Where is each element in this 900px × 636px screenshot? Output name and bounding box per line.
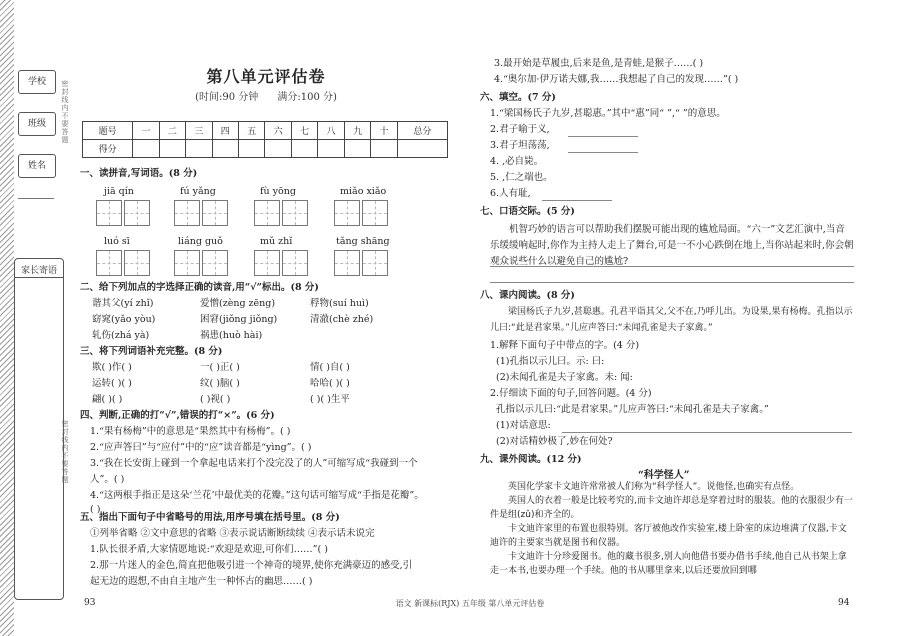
- score-input-cell[interactable]: [344, 140, 370, 158]
- score-cell: 一: [133, 122, 159, 140]
- exam-time: (时间:90 分钟: [195, 92, 259, 103]
- s6-blank[interactable]: [568, 152, 638, 153]
- story-title: “科学怪人”: [638, 470, 690, 481]
- pinyin-2: fú yǎng: [180, 186, 216, 197]
- answer-line[interactable]: [490, 282, 854, 283]
- section2-title: 二、给下列加点的字选择正确的读音,用“√”标出。(8 分): [80, 282, 319, 293]
- s4-item[interactable]: 2.“应声答曰”与“应付”中的“应”读音都是“yìng”。( ): [90, 442, 312, 453]
- s3-item[interactable]: 欺( )作( ): [92, 362, 132, 373]
- score-cell: 总分: [397, 122, 447, 140]
- score-input-cell[interactable]: [133, 140, 159, 158]
- s2-item[interactable]: 轧伤(zhá yà): [92, 330, 150, 341]
- s2-item[interactable]: 谐其父(yí zhǐ): [92, 298, 154, 309]
- char-grid-7[interactable]: [254, 250, 310, 276]
- pinyin-5: luó sī: [104, 236, 130, 247]
- story-paragraph: 卡文迪许十分珍爱图书。他的藏书很多,别人向他借书要办借书手续,他自己从书架上拿走一本书,也要办理一个手续。他的书从哪里拿来,以后还要放回到哪: [490, 552, 847, 576]
- s4-item-cont[interactable]: 人”。( ): [90, 474, 125, 485]
- binding-hatch: [0, 0, 14, 636]
- score-input-cell[interactable]: [397, 140, 447, 158]
- s2-item[interactable]: 窈窕(yǎo yòu): [92, 314, 156, 325]
- s3-item[interactable]: 纹( )脑( ): [200, 378, 240, 389]
- s6-blank[interactable]: [542, 200, 612, 201]
- section6-title: 六、填空。(7 分): [480, 92, 556, 103]
- s8-q2a[interactable]: (1)对话意思:: [496, 420, 551, 431]
- section3-title: 三、将下列词语补充完整。(8 分): [80, 346, 223, 357]
- seal-text-top: 密封线内不要答题: [61, 80, 69, 144]
- score-table-header-row: [83, 122, 448, 140]
- score-cell: 八: [318, 122, 344, 140]
- score-input-cell[interactable]: [318, 140, 344, 158]
- s6-item[interactable]: 5. ,仁之端也。: [490, 172, 553, 183]
- binding-sidebar: [0, 0, 70, 636]
- pinyin-7: mǔ zhǐ: [260, 236, 293, 247]
- story-paragraph: 英国人的衣着一般是比较考究的,而卡文迪许却总是穿着过时的服装。他的衣服很少有一件是组(zǔ)和齐全的。: [490, 496, 853, 520]
- s8-q2-text: 孔指以示儿曰:“此是君家果。”儿应声答曰:“未闻孔雀是夫子家禽。”: [496, 404, 769, 415]
- s6-item[interactable]: 2.君子喻于义,: [490, 124, 550, 135]
- story-paragraph: 卡文迪许家里的布置也很特别。客厅被他改作实验室,楼上卧室的床边堆满了仪器,卡文迪许的主要家当就是图书和仪器。: [490, 524, 847, 548]
- s2-item[interactable]: 困窘(jiǒng jiǒng): [200, 314, 278, 325]
- s6-item[interactable]: 3.君子坦荡荡,: [490, 140, 550, 151]
- s5-item[interactable]: 2.那一片迷人的金色,简直把他吸引进一个神奇的境界,使你充满豪迈的感受,引: [90, 560, 413, 571]
- s5-item-4[interactable]: 4.“奥尔加·伊万诺夫娜,我……我想起了自己的发现……”( ): [494, 74, 739, 85]
- story-paragraph: 英国化学家卡文迪许常常被人们称为“科学怪人”。说他怪,也确实有点怪。: [508, 482, 800, 492]
- score-cell: 三: [186, 122, 212, 140]
- seal-text-bottom: 密封线内不要答题: [61, 420, 69, 484]
- s3-item[interactable]: ( )( )生平: [310, 394, 350, 405]
- s5-item-cont[interactable]: 起无边的遐想,不由自主地产生一种怀古的幽思……( ): [90, 576, 313, 587]
- s3-item[interactable]: 情( )自( ): [310, 362, 350, 373]
- s3-item[interactable]: 翩( )( ): [92, 394, 123, 405]
- score-cell: 二: [159, 122, 185, 140]
- score-input-cell[interactable]: [371, 140, 397, 158]
- answer-line[interactable]: [490, 266, 854, 267]
- parent-comment-label: 家长寄语: [15, 259, 63, 278]
- section1-title: 一、读拼音,写词语。(8 分): [80, 168, 198, 179]
- s8-q2b[interactable]: (2)对话精妙极了,妙在何处?: [496, 436, 613, 447]
- s8-q1b[interactable]: (2)未闻孔雀是夫子家禽。未: 闻:: [496, 372, 633, 383]
- s3-item[interactable]: 一( )正( ): [200, 362, 240, 373]
- score-table: [82, 121, 448, 158]
- score-input-cell[interactable]: [239, 140, 265, 158]
- char-grid-4[interactable]: [334, 200, 390, 226]
- page-number-right: 94: [838, 598, 850, 608]
- char-grid-8[interactable]: [334, 250, 390, 276]
- s4-item[interactable]: 3.“我在长安街上碰到一个拿起电话来打个没完没了的人”可缩写成“我碰到一个: [90, 458, 418, 469]
- exam-score: 满分:100 分): [277, 92, 337, 103]
- score-input-cell[interactable]: [265, 140, 291, 158]
- s2-item[interactable]: 清澈(chè zhé): [310, 314, 374, 325]
- section8-title: 八、课内阅读。(8 分): [480, 290, 575, 301]
- name-field[interactable]: [18, 180, 54, 199]
- s5-item-3[interactable]: 3.最开始是草履虫,后来是鱼,是青蛙,是猴子……( ): [494, 58, 704, 69]
- char-grid-1[interactable]: [96, 200, 152, 226]
- s8-q1: 1.解释下面句子中带点的字。(4 分): [490, 340, 640, 351]
- char-grid-3[interactable]: [254, 200, 310, 226]
- s5-options: ①列举省略 ②文中意思的省略 ③表示说话断断续续 ④表示话未说完: [90, 528, 375, 539]
- answer-line[interactable]: [562, 432, 852, 433]
- s4-item[interactable]: 4.“这两根手指正是这朵‘兰花’中最优美的花瓣。”这句话可缩写成“手指是花瓣”。: [90, 490, 424, 501]
- section4-title: 四、判断,正确的打“√”,错误的打“×”。(6 分): [80, 410, 275, 421]
- s8-passage: 梁国杨氏子九岁,甚聪惠。孔君平诣其父,父不在,乃呼儿出。为设果,果有杨梅。孔指以示儿曰:“此是君家果。”儿应声答曰:“未闻孔雀是夫子家禽。”: [490, 307, 853, 333]
- s4-item[interactable]: 1.“果有杨梅”中的意思是“果然其中有杨梅”。( ): [90, 426, 291, 437]
- char-grid-2[interactable]: [174, 200, 230, 226]
- pinyin-4: miǎo xiǎo: [340, 186, 387, 197]
- score-cell: 十: [371, 122, 397, 140]
- s8-q2: 2.仔细读下面的句子,回答问题。(4 分): [490, 388, 652, 399]
- pinyin-3: fù yōng: [260, 186, 296, 197]
- s6-item[interactable]: 6.人有耻,: [490, 188, 531, 199]
- s3-item[interactable]: 运转( )( ): [92, 378, 132, 389]
- exam-info: [78, 88, 454, 103]
- s2-item[interactable]: 稃物(suí huì): [310, 298, 369, 309]
- parent-comment-box[interactable]: [14, 258, 64, 600]
- char-grid-6[interactable]: [174, 250, 230, 276]
- pinyin-6: liáng guǒ: [178, 236, 223, 247]
- char-grid-5[interactable]: [96, 250, 152, 276]
- s7-prompt: 机智巧妙的语言可以帮助我们摆脱可能出现的尴尬局面。“六一”文艺汇演中,当音乐缓缓响起时,你作为主持人走上了舞台,可是一不小心跌倒在地上,当你站起来时,你会朝观众说些什么以避免自己的尴尬?: [490, 224, 854, 267]
- s6-item[interactable]: 1.“梁国杨氏子九岁,甚聪惠。”其中“惠”同“ ”,“ ”的意思。: [490, 108, 726, 119]
- s4-item-cont[interactable]: ( ): [90, 504, 101, 515]
- s6-item[interactable]: 4. ,必自毙。: [490, 156, 544, 167]
- score-row-label: 得分: [83, 140, 133, 158]
- section7-title: 七、口语交际。(5 分): [480, 206, 575, 217]
- score-cell: 九: [344, 122, 370, 140]
- score-input-cell[interactable]: [212, 140, 238, 158]
- s2-item[interactable]: 祸患(huò hài): [200, 330, 263, 341]
- s2-item[interactable]: 爱憎(zèng zēng): [200, 298, 276, 309]
- s3-item[interactable]: ( )视( ): [200, 394, 231, 405]
- s3-item[interactable]: 哈哈( )( ): [310, 378, 350, 389]
- section9-title: 九、课外阅读。(12 分): [480, 454, 582, 465]
- score-input-cell[interactable]: [159, 140, 185, 158]
- score-table-score-row: [83, 140, 448, 158]
- score-cell: 七: [291, 122, 317, 140]
- score-cell: 六: [265, 122, 291, 140]
- page-title: 第八单元评估卷: [206, 67, 326, 86]
- pinyin-8: tǎng shāng: [336, 236, 390, 247]
- class-label: 班级: [18, 112, 56, 136]
- school-label: 学校: [18, 70, 56, 94]
- name-label: 姓名: [18, 154, 56, 178]
- section5-title: 五、指出下面句子中省略号的用法,用序号填在括号里。(8 分): [80, 512, 340, 523]
- s5-item[interactable]: 1.队长很矛盾,大家情愿地说:“欢迎是欢迎,可你们……”( ): [90, 544, 328, 555]
- footer-info: 语文 新课标(RJX) 五年级 第八单元评估卷: [395, 599, 545, 608]
- s8-q1a[interactable]: (1)孔指以示儿曰。示: 曰:: [496, 356, 605, 367]
- s6-blank[interactable]: [568, 136, 638, 137]
- score-cell: 四: [212, 122, 238, 140]
- pinyin-1: jiā qín: [104, 186, 134, 197]
- score-input-cell[interactable]: [291, 140, 317, 158]
- score-input-cell[interactable]: [186, 140, 212, 158]
- score-cell: 题号: [83, 122, 133, 140]
- page-number-left: 93: [84, 598, 96, 608]
- score-cell: 五: [239, 122, 265, 140]
